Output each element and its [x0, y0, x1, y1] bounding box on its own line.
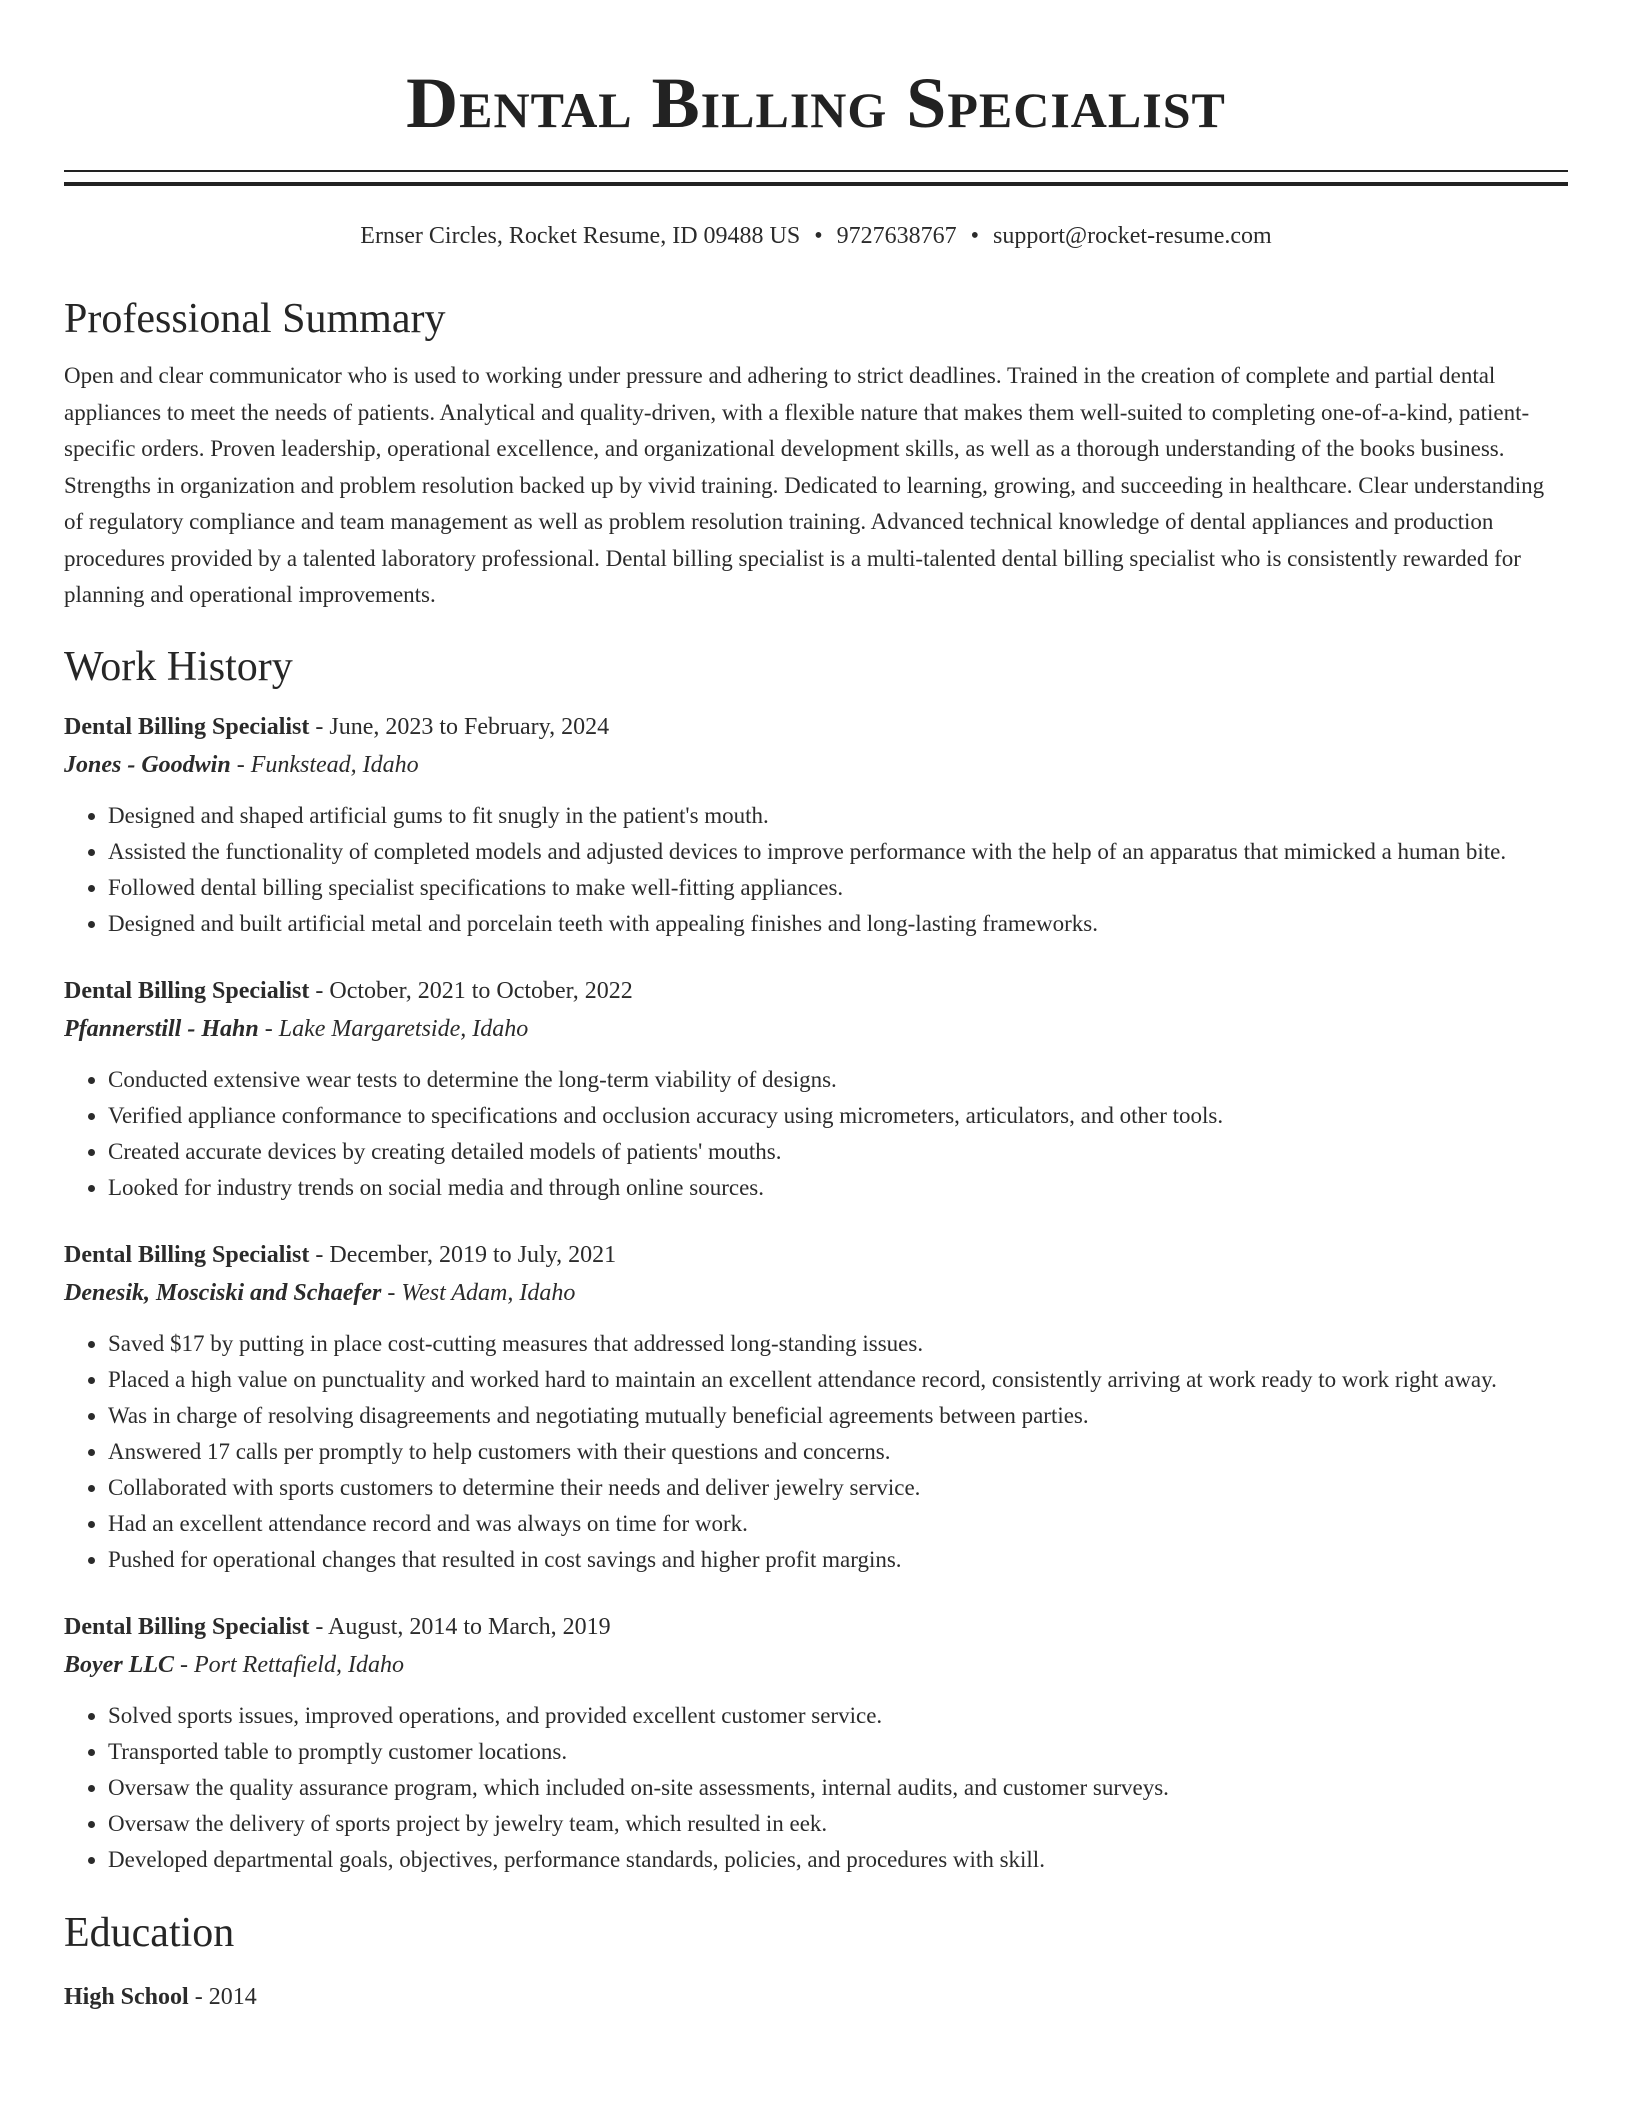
job-role: Dental Billing Specialist [64, 713, 310, 740]
job-bullet: • Was in charge of resolving disagreements and negotiating mutually beneficial agreements between parties. [108, 1398, 1568, 1434]
job-bullet: • Developed departmental goals, objectives, performance standards, policies, and procedures with skill. [108, 1842, 1568, 1878]
job-dash: - [309, 1241, 330, 1268]
job-dash: - [309, 713, 330, 740]
title-double-rule [64, 170, 1568, 186]
job-dash: - [173, 1651, 194, 1678]
job-bullets [64, 1698, 1568, 1878]
job-entry [64, 708, 1568, 942]
job-title-line [64, 1236, 1568, 1274]
contact-separator: • [814, 223, 823, 249]
contact-email: support@rocket-resume.com [993, 223, 1272, 249]
contact-line [64, 220, 1568, 252]
job-dates: October, 2021 to October, 2022 [329, 977, 633, 1004]
job-bullet: • Created accurate devices by creating detailed models of patients' mouths. [108, 1134, 1568, 1170]
job-bullet: • Designed and built artificial metal and porcelain teeth with appealing finishes and long-lasting frameworks. [108, 906, 1568, 942]
work-history-list [64, 708, 1568, 1878]
summary-text: Open and clear communicator who is used to working under pressure and adhering to strict deadlines. Trained in the creation of complete and partial dental appliances to meet the needs of patients. Analytical and quality-driven, with a flexible nature that makes them well-suited to completing one-of-a-kind, patient-specific orders. Proven leadership, operational excellence, and organizational development skills, as well as a thorough understanding of the books business. Strengths in organization and problem resolution backed up by vivid training. Dedicated to learning, growing, and succeeding in healthcare. Clear understanding of regulatory compliance and team management as well as problem resolution training. Advanced technical knowledge of dental appliances and production procedures provided by a talented laboratory professional. Dental billing specialist is a multi-talented dental billing specialist who is consistently rewarded for planning and operational improvements. [64, 363, 1545, 607]
job-location: Port Rettafield, Idaho [193, 1651, 404, 1678]
job-entry [64, 1236, 1568, 1578]
job-title-line [64, 1608, 1568, 1646]
job-bullet: • Followed dental billing specialist specifications to make well-fitting appliances. [108, 870, 1568, 906]
job-company-line [64, 1010, 1568, 1048]
job-bullet: • Solved sports issues, improved operations, and provided excellent customer service. [108, 1698, 1568, 1734]
job-role: Dental Billing Specialist [64, 1241, 310, 1268]
job-company-line [64, 1274, 1568, 1312]
education-degree: High School [64, 1983, 189, 2010]
job-title-line [64, 972, 1568, 1010]
job-bullet: • Oversaw the quality assurance program, which included on-site assessments, internal audits, and customer surveys. [108, 1770, 1568, 1806]
job-dash: - [258, 1015, 279, 1042]
job-bullet: • Collaborated with sports customers to determine their needs and deliver jewelry service. [108, 1470, 1568, 1506]
education-entry [64, 1978, 1568, 2016]
job-bullet: • Assisted the functionality of completed models and adjusted devices to improve performance with the help of an apparatus that mimicked a human bite. [108, 834, 1568, 870]
job-dash: - [381, 1279, 402, 1306]
education-dash: - [188, 1983, 209, 2010]
job-location: West Adam, Idaho [401, 1279, 576, 1306]
job-company: Boyer LLC [64, 1651, 174, 1678]
job-dash: - [309, 1613, 329, 1640]
job-company: Pfannerstill - Hahn [64, 1015, 259, 1042]
job-location: Lake Margaretside, Idaho [278, 1015, 529, 1042]
contact-separator: • [970, 223, 980, 249]
contact-address: Ernser Circles, Rocket Resume, ID 09488 US [360, 223, 801, 249]
education-year: 2014 [208, 1983, 257, 2010]
job-location: Funkstead, Idaho [250, 751, 419, 778]
job-entry [64, 972, 1568, 1206]
job-company: Jones - Goodwin [64, 751, 231, 778]
job-dates: August, 2014 to March, 2019 [328, 1613, 611, 1640]
resume-title: Dental Billing Specialist [406, 63, 1226, 143]
job-role: Dental Billing Specialist [64, 1613, 310, 1640]
job-bullet: • Conducted extensive wear tests to determine the long-term viability of designs. [108, 1062, 1568, 1098]
job-title-line [64, 708, 1568, 746]
job-company-line [64, 1646, 1568, 1684]
job-dash: - [309, 977, 330, 1004]
job-bullet: • Looked for industry trends on social media and through online sources. [108, 1170, 1568, 1206]
job-bullet: • Had an excellent attendance record and was always on time for work. [108, 1506, 1568, 1542]
work-history-heading: Work History [64, 643, 293, 690]
job-bullet: • Pushed for operational changes that resulted in cost savings and higher profit margins. [108, 1542, 1568, 1578]
summary-heading: Professional Summary [64, 296, 446, 342]
job-dash: - [230, 751, 251, 778]
job-bullets [64, 798, 1568, 942]
job-role: Dental Billing Specialist [64, 977, 310, 1004]
job-bullet: • Placed a high value on punctuality and worked hard to maintain an excellent attendance record, consistently arriving at work ready to work right away. [108, 1362, 1568, 1398]
job-dates: December, 2019 to July, 2021 [329, 1241, 617, 1268]
job-entry [64, 1608, 1568, 1878]
job-bullet: • Designed and shaped artificial gums to fit snugly in the patient's mouth. [108, 798, 1568, 834]
education-list [64, 1978, 1568, 2016]
contact-phone: 9727638767 [836, 223, 957, 249]
job-bullet: • Oversaw the delivery of sports project by jewelry team, which resulted in eek. [108, 1806, 1568, 1842]
education-heading: Education [64, 1909, 235, 1956]
job-bullets [64, 1062, 1568, 1206]
job-bullets [64, 1326, 1568, 1578]
job-bullet: • Saved $17 by putting in place cost-cutting measures that addressed long-standing issues. [108, 1326, 1568, 1362]
job-bullet: • Answered 17 calls per promptly to help customers with their questions and concerns. [108, 1434, 1568, 1470]
job-bullet: • Transported table to promptly customer locations. [108, 1734, 1568, 1770]
job-bullet: • Verified appliance conformance to specifications and occlusion accuracy using micrometers, articulators, and other tools. [108, 1098, 1568, 1134]
job-company: Denesik, Mosciski and Schaefer [64, 1279, 382, 1306]
job-company-line [64, 746, 1568, 784]
job-dates: June, 2023 to February, 2024 [329, 713, 610, 740]
